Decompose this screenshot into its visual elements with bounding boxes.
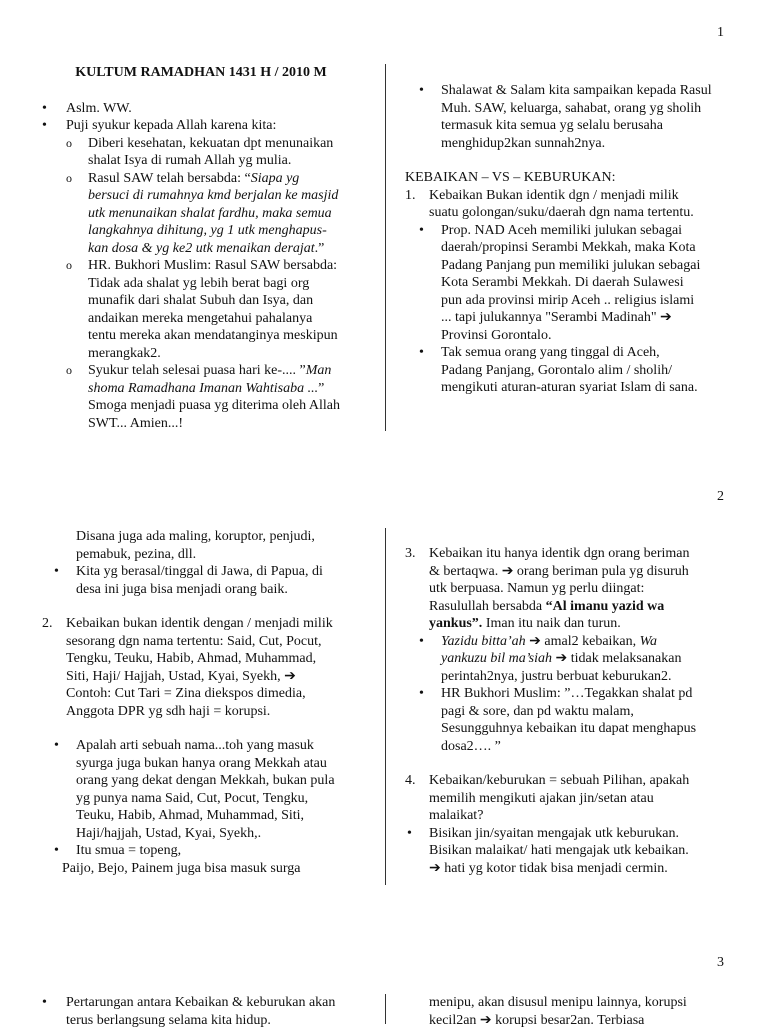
document-title: KULTUM RAMADHAN 1431 H / 2010 M <box>75 65 327 80</box>
continued-text: Disana juga ada maling, koruptor, penjudi, pemabuk, pezina, dll. <box>76 529 315 562</box>
bullet-icon: • <box>54 843 59 858</box>
page-number: 1 <box>717 25 724 40</box>
column-divider <box>385 994 386 1024</box>
bullet-icon: • <box>419 345 424 360</box>
list-item: • HR Bukhori Muslim: ”…Tegakkan shalat pd pagi & sore, dan pd waktu malam, Sesungguhnya kebaikan itu dapat menghapus dosa2…. ” <box>419 686 697 754</box>
sub-list-item: o HR. Bukhori Muslim: Rasul SAW bersabda: Tidak ada shalat yg lebih berat bagi org munafik dari shalat Subuh dan Isya, dan andaikan mereka mengetahui pahalanya tentu mereka akan mendatanginya meskipun merangkak2. <box>66 258 338 361</box>
section-heading: KEBAIKAN – VS – KEBURUKAN: <box>405 170 616 185</box>
list-item: • Kita yg berasal/tinggal di Jawa, di Papua, di desa ini juga bisa menjadi orang baik. <box>54 564 323 597</box>
bullet-icon: • <box>419 83 424 98</box>
bullet-icon: • <box>54 738 59 753</box>
list-item: • Bisikan jin/syaitan mengajak utk keburukan. Bisikan malaikat/ hati mengajak utk kebaikan. ➔ hati yg kotor tidak bisa menjadi cermin. <box>407 825 689 876</box>
circle-bullet-icon: o <box>66 363 72 377</box>
column-divider <box>385 64 386 431</box>
page2-left-column <box>36 528 366 877</box>
page-number: 3 <box>717 955 724 970</box>
list-item: • Shalawat & Salam kita sampaikan kepada Rasul Muh. SAW, keluarga, sahabat, orang yg sholih termasuk kita semua yg selalu berusaha menghidup2kan sunnah2nya. <box>419 83 712 151</box>
item-number: 4. <box>405 773 416 788</box>
bullet-icon: • <box>42 995 47 1010</box>
page2-right-column <box>405 545 735 877</box>
list-item: • Puji syukur kepada Allah karena kita: <box>42 118 277 133</box>
list-item: • Prop. NAD Aceh memiliki julukan sebagai daerah/propinsi Serambi Mekkah, maka Kota Padang Panjang pun memiliki julukan sebagai Kota Serambi Mekkah. Di daerah Sulawesi pun ada provinsi mirip Aceh .. religius islami ... tapi julukannya "Serambi Madinah" ➔ Provinsi Gorontalo. <box>419 222 701 343</box>
bullet-icon: • <box>419 686 424 701</box>
numbered-item: 4. Kebaikan/keburukan = sebuah Pilihan, apakah memilih mengikuti ajakan jin/setan atau malaikat? <box>405 773 690 823</box>
bullet-icon: • <box>54 564 59 579</box>
sub-list-item: o Syukur telah selesai puasa hari ke-.... ”Man shoma Ramadhana Imanan Wahtisaba ...” Smoga menjadi puasa yg diterima oleh Allah SWT... Amien...! <box>66 363 340 431</box>
bullet-icon: • <box>419 633 424 649</box>
item-number: 2. <box>42 616 53 631</box>
bullet-icon: • <box>407 825 412 841</box>
bullet-icon: • <box>42 118 47 133</box>
text-line: Paijo, Bejo, Painem juga bisa masuk surga <box>62 860 301 876</box>
continued-text: menipu, akan disusul menipu lainnya, korupsi kecil2an ➔ korupsi besar2an. Terbiasa <box>429 995 687 1028</box>
list-item: • Apalah arti sebuah nama...toh yang masuk syurga juga bukan hanya orang Mekkah atau orang yang dekat dengan Mekkah, bukan pula yg punya nama Said, Cut, Pocut, Tengku, Teuku, Habib, Ahmad, Muhammad, Siti, Haji/hajjah, Ustad, Kyai, Syekh,. <box>54 738 335 841</box>
circle-bullet-icon: o <box>66 258 72 272</box>
bullet-icon: • <box>42 100 47 116</box>
item-number: 3. <box>405 546 416 561</box>
page-number: 2 <box>717 489 724 504</box>
page1-left-column <box>36 64 366 432</box>
list-item: • Pertarungan antara Kebaikan & keburukan akan terus berlangsung selama kita hidup. <box>42 995 336 1028</box>
list-item: • Aslm. WW. <box>42 100 132 116</box>
list-item: • Yazidu bitta’ah ➔ amal2 kebaikan, Wa yankuzu bil ma’siah ➔ tidak melaksanakan perintah2nya, justru berbuat keburukan2. <box>419 633 682 684</box>
numbered-item: 2. Kebaikan bukan identik dengan / menjadi milik sesorang dgn nama tertentu: Said, Cut, Pocut, Tengku, Teuku, Habib, Ahmad, Muhammad, Siti, Haji/ Hajjah, Ustad, Kyai, Syekh, ➔ Contoh: Cut Tari = Zina diekspos dimedia, Anggota DPR yg sdh haji = korupsi. <box>42 616 333 719</box>
numbered-item: 1. Kebaikan Bukan identik dgn / menjadi milik suatu golongan/suku/daerah dgn nama tertentu. <box>405 187 694 220</box>
item-number: 1. <box>405 187 416 203</box>
bullet-icon: • <box>419 222 424 238</box>
circle-bullet-icon: o <box>66 170 72 185</box>
column-divider <box>385 528 386 885</box>
sub-list-item: o Rasul SAW telah bersabda: “Siapa yg bersuci di rumahnya kmd berjalan ke masjid utk menunaikan shalat fardhu, maka semua langkahnya dihitung, yg 1 utk menghapus- kan dosa & yg ke2 utk menaikan derajat.” <box>66 170 339 256</box>
page1-right-column <box>405 82 735 397</box>
list-item: • Itu smua = topeng, <box>54 843 182 858</box>
sub-list-item: o Diberi kesehatan, kekuatan dpt menunaikan shalat Isya di rumah Allah yg mulia. <box>66 135 334 168</box>
numbered-item: 3. Kebaikan itu hanya identik dgn orang beriman & bertaqwa. ➔ orang beriman pula yg disuruh utk berpuasa. Namun yg perlu diingat: Rasulullah bersabda “Al imanu yazid wa yankus”. Iman itu naik dan turun. <box>405 546 690 631</box>
circle-bullet-icon: o <box>66 135 72 150</box>
list-item: • Tak semua orang yang tinggal di Aceh, Padang Panjang, Gorontalo alim / sholih/ mengikuti aturan-aturan syariat Islam di sana. <box>419 345 698 395</box>
